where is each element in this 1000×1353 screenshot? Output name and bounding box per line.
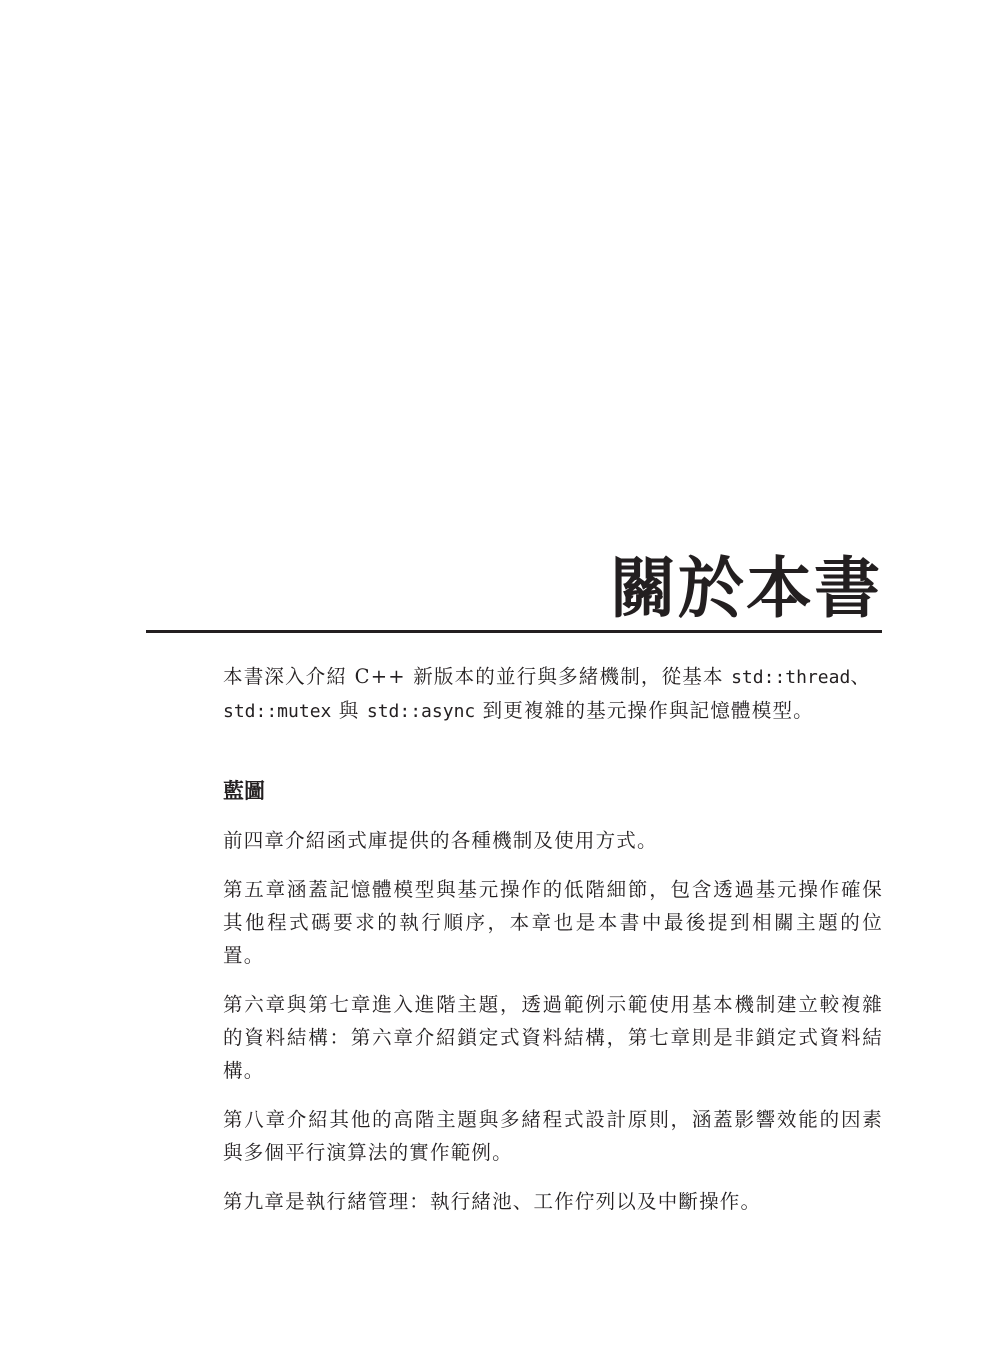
code-std-mutex: std::mutex <box>223 701 332 722</box>
intro-text-2: 、 <box>850 665 872 688</box>
code-std-thread: std::thread <box>731 667 851 688</box>
intro-text-1: 本書深入介紹 C++ 新版本的並行與多緒機制，從基本 <box>223 665 732 688</box>
section-heading-blueprint: 藍圖 <box>223 779 265 803</box>
title-divider <box>146 630 882 633</box>
paragraph-chapter-5: 第五章涵蓋記憶體模型與基元操作的低階細節，包含透過基元操作確保其他程式碼要求的執行順序，本章也是本書中最後提到相關主題的位置。 <box>223 878 883 967</box>
intro-text-3: 與 <box>331 699 367 722</box>
intro-paragraph <box>223 660 883 728</box>
code-std-async: std::async <box>366 701 476 722</box>
paragraph-chapter-9: 第九章是執行緒管理：執行緒池、工作佇列以及中斷操作。 <box>223 1190 762 1213</box>
intro-text-4: 到更複雜的基元操作與記憶體模型。 <box>475 699 814 722</box>
paragraph-chapters-6-7: 第六章與第七章進入進階主題，透過範例示範使用基本機制建立較複雜的資料結構：第六章介紹鎖定式資料結構，第七章則是非鎖定式資料結構。 <box>223 993 883 1082</box>
paragraph-chapters-1-4: 前四章介紹函式庫提供的各種機制及使用方式。 <box>223 829 658 852</box>
page-content <box>223 660 883 1234</box>
paragraph-chapter-8: 第八章介紹其他的高階主題與多緒程式設計原則，涵蓋影響效能的因素與多個平行演算法的實作範例。 <box>223 1108 883 1164</box>
chapter-title: 關於本書 <box>610 549 882 627</box>
